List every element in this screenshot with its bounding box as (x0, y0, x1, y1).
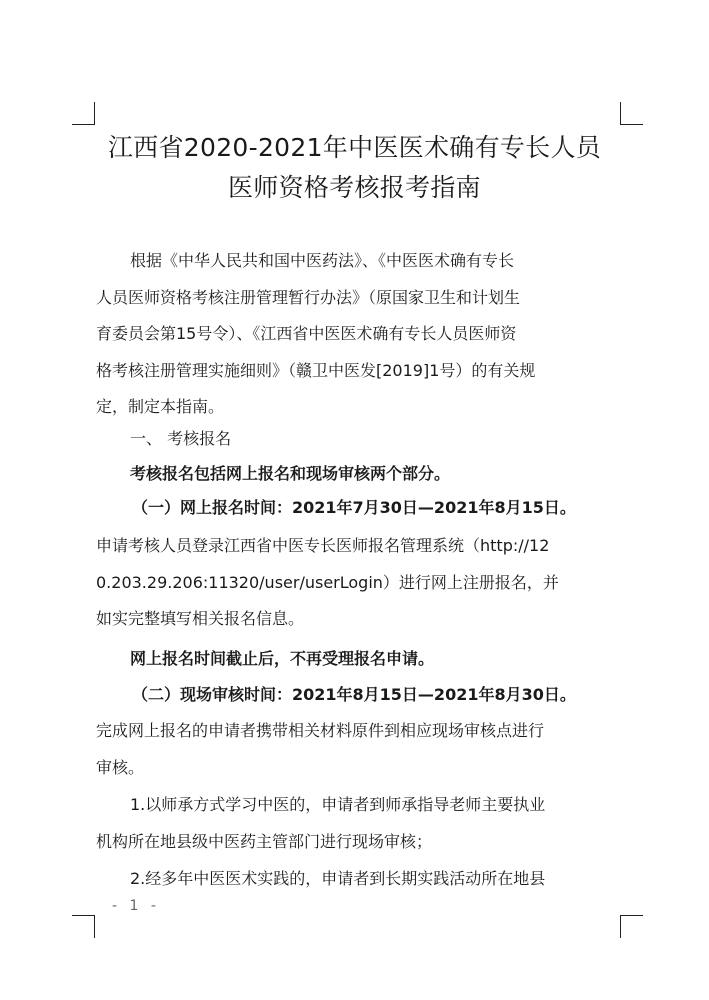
paragraph-line: 完成网上报名的申请者携带相关材料原件到相应现场审核点进行 (96, 721, 545, 740)
subsection-heading: （二）现场审核时间：2021年8月15日—2021年8月30日。 (132, 685, 576, 704)
paragraph-line: 格考核注册管理实施细则》（赣卫中医发[2019]1号）的有关规 (96, 361, 536, 380)
paragraph-line: 如实完整填写相关报名信息。 (96, 609, 305, 628)
section-heading: 一、 考核报名 (130, 429, 232, 448)
bold-paragraph-line: 网上报名时间截止后，不再受理报名申请。 (130, 649, 435, 668)
paragraph-line: 0.203.29.206:11320/user/userLogin）进行网上注册报名，并 (96, 573, 559, 592)
paragraph-line: 育委员会第15号令）、《江西省中医医术确有专长人员医师资 (96, 324, 517, 343)
crop-mark-top-right (620, 102, 643, 125)
paragraph-line: 根据《中华人民共和国中医药法》、《中医医术确有专长 (130, 251, 515, 270)
crop-mark-top-left (72, 102, 95, 125)
paragraph-line: 申请考核人员登录江西省中医专长医师报名管理系统（http://12 (96, 536, 550, 555)
paragraph-line: 审核。 (96, 758, 145, 777)
page-number: - 1 - (112, 898, 160, 914)
crop-mark-bottom-right (620, 915, 643, 938)
document-title-line-2: 医师资格考核报考指南 (227, 173, 481, 202)
subsection-heading: （一）网上报名时间：2021年7月30日—2021年8月15日。 (132, 498, 576, 517)
document-title-line-1: 江西省2020-2021年中医医术确有专长人员 (107, 133, 602, 162)
list-item-line: 2.经多年中医医术实践的，申请者到长期实践活动所在地县 (130, 869, 546, 888)
paragraph-line: 机构所在地县级中医药主管部门进行现场审核； (96, 832, 433, 851)
paragraph-line: 人员医师资格考核注册管理暂行办法》（原国家卫生和计划生 (96, 288, 521, 307)
crop-mark-bottom-left (72, 915, 95, 938)
bold-paragraph-line: 考核报名包括网上报名和现场审核两个部分。 (130, 464, 451, 483)
list-item-line: 1.以师承方式学习中医的，申请者到师承指导老师主要执业 (130, 795, 546, 814)
paragraph-line: 定，制定本指南。 (96, 397, 225, 416)
